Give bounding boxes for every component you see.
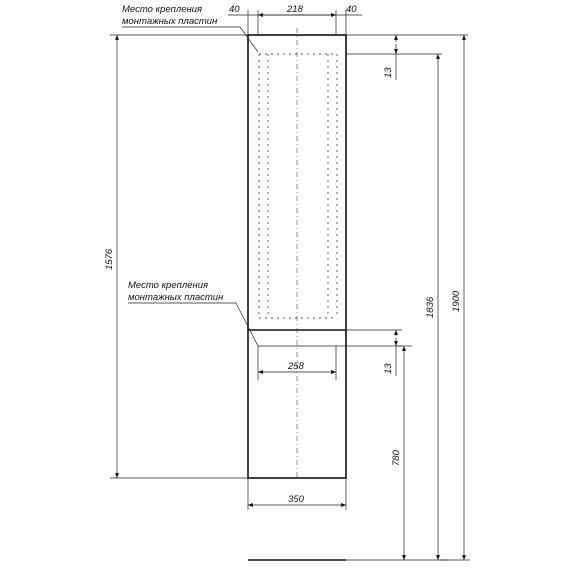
leader-line-bottom [236,303,258,346]
mounting-label-top-2: монтажных пластин [122,16,218,27]
dim-1836: 1836 [425,296,436,318]
dim-upper-13: 13 [383,67,394,78]
mounting-label-bottom-1: Место крепления [128,280,209,291]
dim-top-218: 218 [287,4,303,15]
mounting-label-bottom-2: монтажных пластин [128,292,224,303]
dim-top-right-40: 40 [346,4,357,15]
dim-258: 258 [288,361,304,372]
mounting-label-top-1: Место крепления [122,4,203,15]
leader-line-top [240,27,258,52]
dim-1576: 1576 [104,248,115,270]
dim-780: 780 [391,450,402,466]
dim-1900: 1900 [451,290,462,312]
dim-lower-13: 13 [383,363,394,374]
dim-350: 350 [288,494,304,505]
dim-top-left-40: 40 [229,4,240,15]
